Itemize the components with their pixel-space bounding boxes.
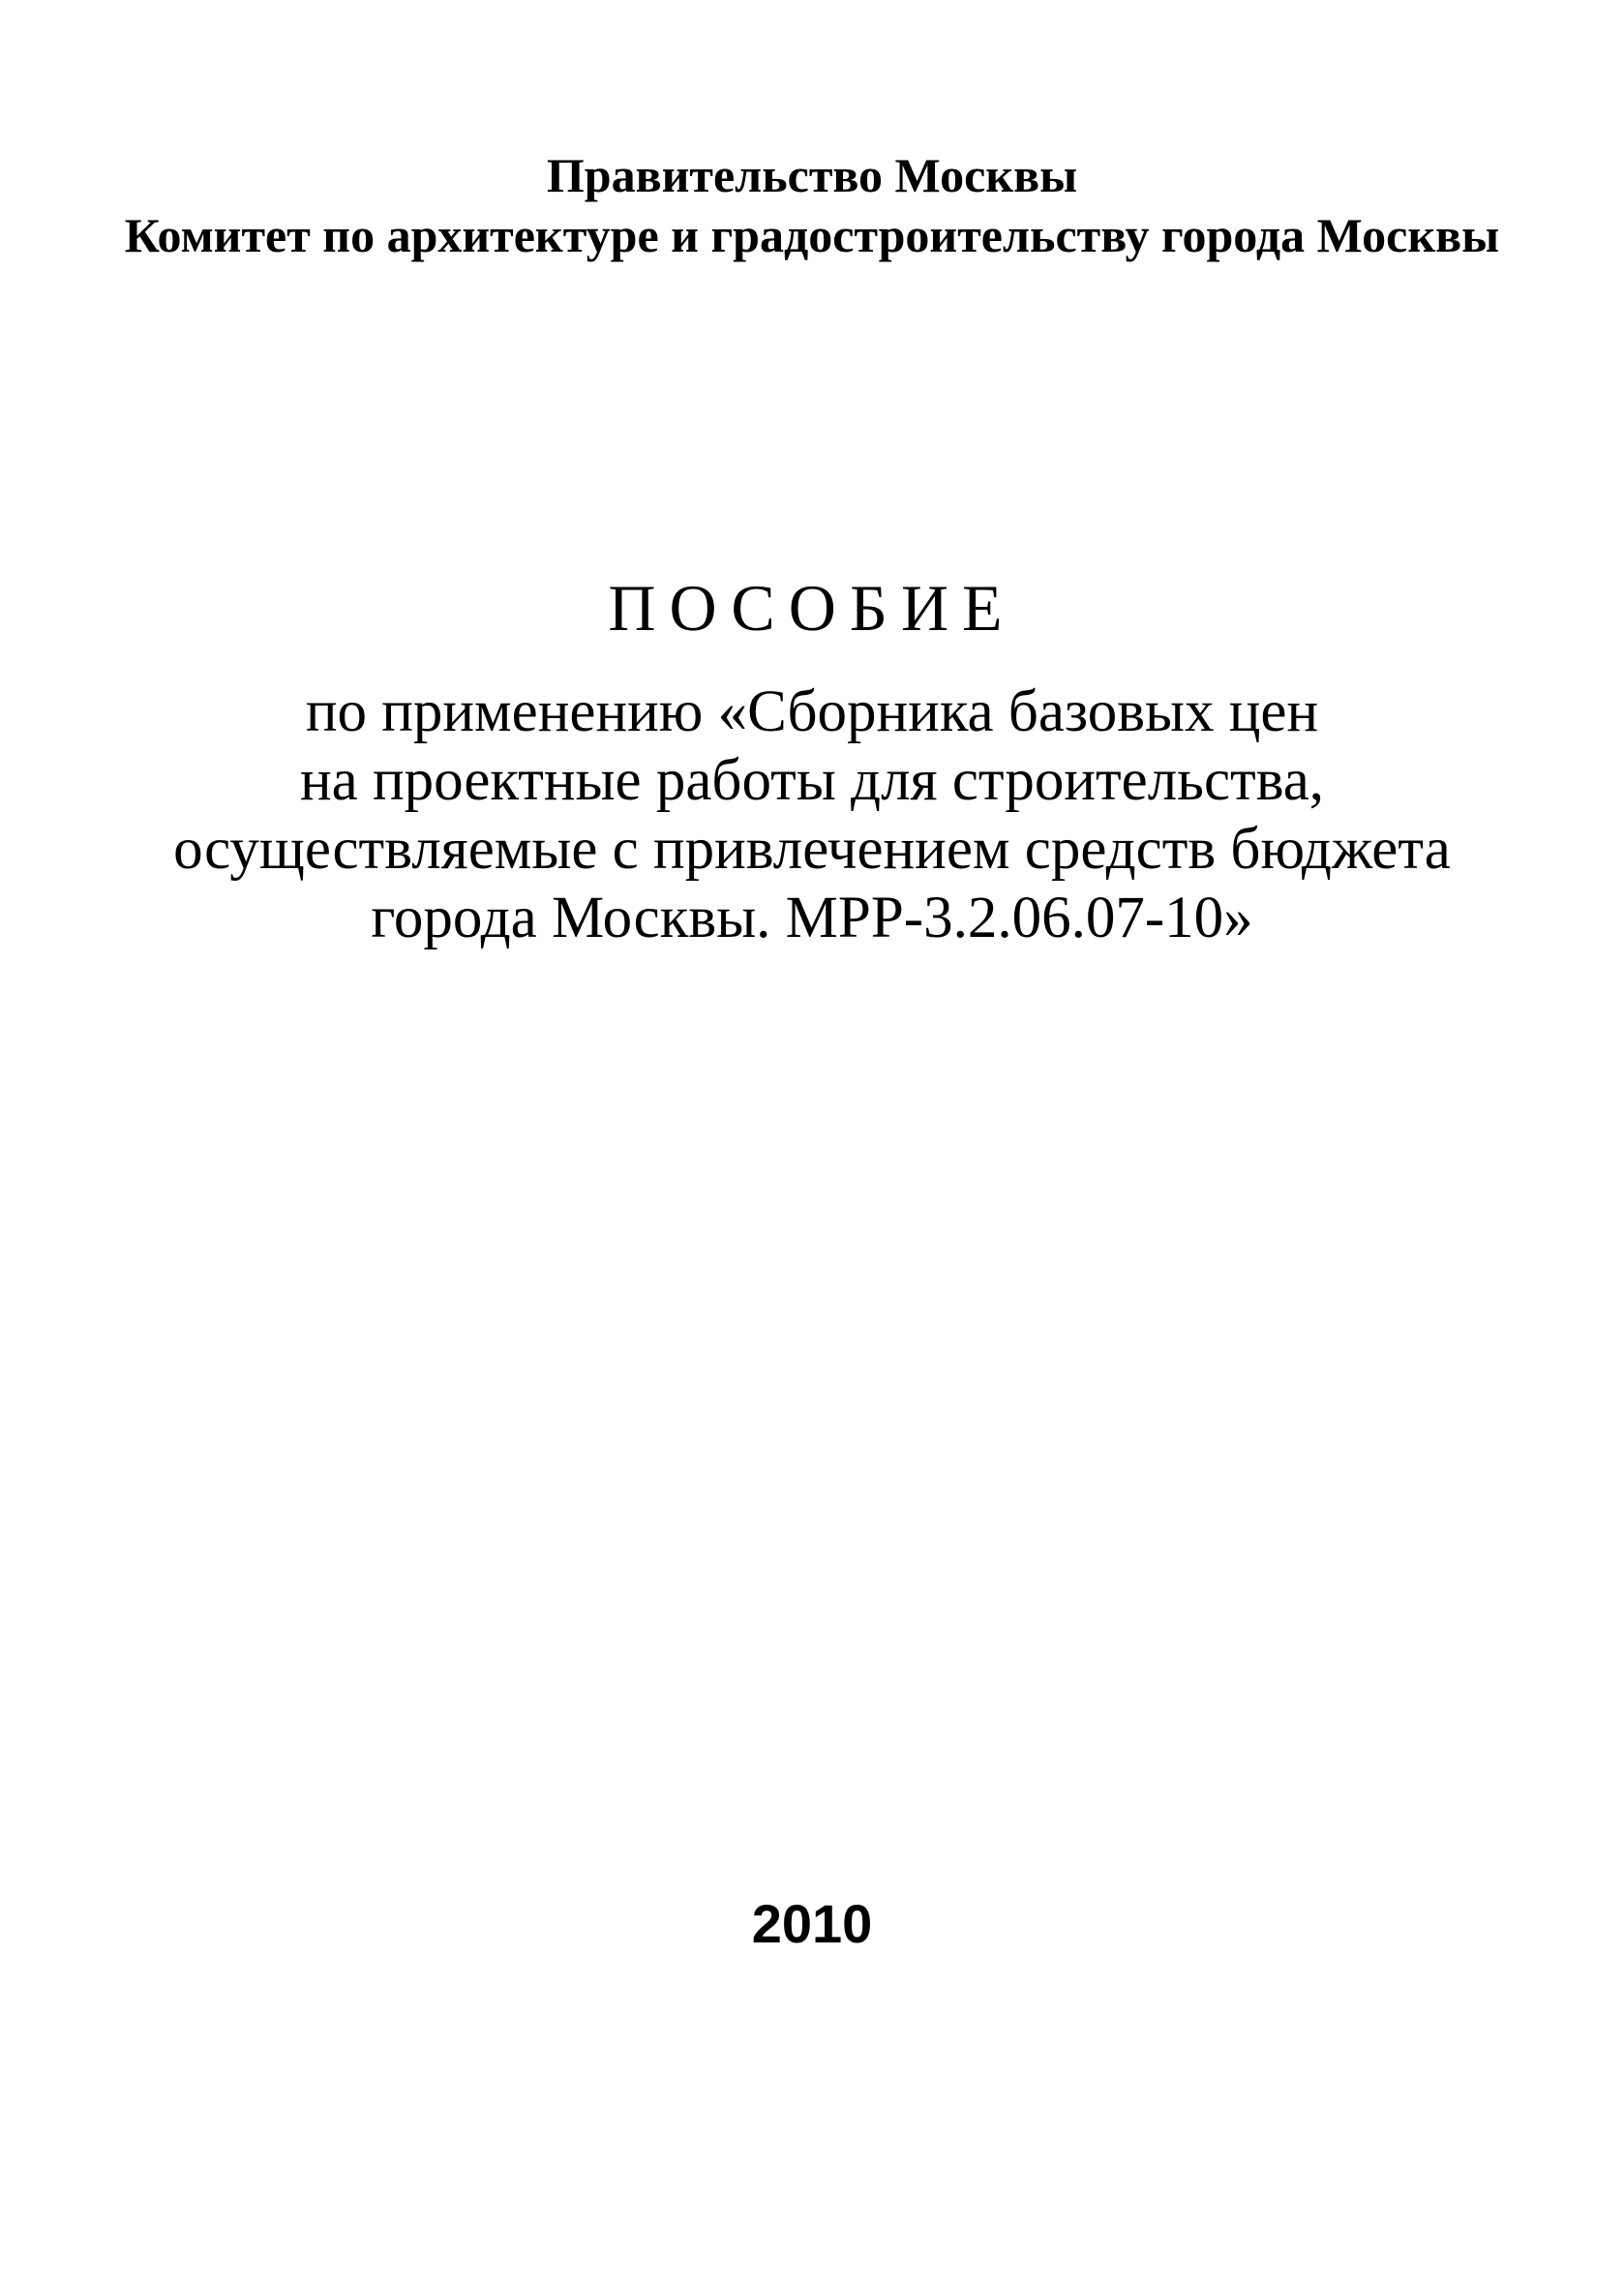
document-title: ПОСОБИЕ	[608, 571, 1016, 645]
publication-year: 2010	[751, 1893, 873, 1954]
committee-name: Комитет по архитектуре и градостроительству города Москвы	[124, 208, 1500, 262]
organization-name: Правительство Москвы	[546, 148, 1078, 202]
subtitle-line-3: осуществляемые с привлечением средств бюджета	[173, 817, 1451, 882]
subtitle-line-2: на проектные работы для строительства,	[299, 748, 1325, 813]
subtitle-line-4: города Москвы. МРР-3.2.06.07-10»	[371, 886, 1253, 950]
organization-header	[0, 145, 1624, 265]
subtitle-line-1: по применению «Сборника базовых цен	[305, 679, 1319, 744]
document-subtitle	[0, 677, 1624, 952]
